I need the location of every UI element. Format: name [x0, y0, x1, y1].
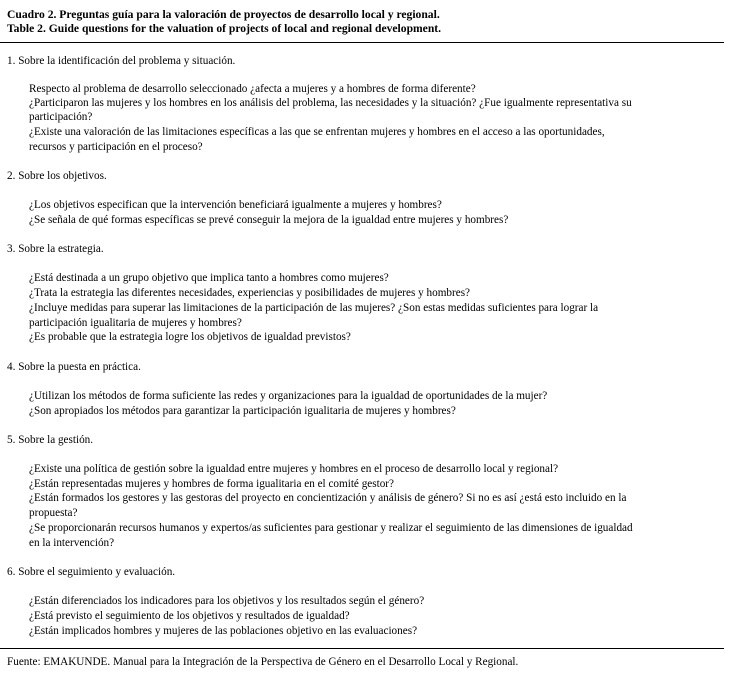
- question-line: ¿Está previsto el seguimiento de los objetivos y resultados de igualdad?: [29, 610, 350, 622]
- question-line: ¿Son apropiados los métodos para garantizar la participación igualitaria de mujeres y hombres?: [29, 405, 456, 417]
- question-line: propuesta?: [29, 507, 78, 519]
- section-heading-6: 6. Sobre el seguimiento y evaluación.: [7, 566, 176, 578]
- question-line: en la intervención?: [29, 537, 115, 549]
- question-line: ¿Los objetivos especifican que la intervención beneficiará igualmente a mujeres y hombres?: [29, 199, 442, 211]
- question-line: ¿Están formados los gestores y las gestoras del proyecto en concientización y análisis de género? Si no es así ¿está esto incluido en la: [29, 492, 627, 504]
- section-heading-4: 4. Sobre la puesta en práctica.: [7, 361, 141, 373]
- question-line: recursos y participación en el proceso?: [29, 141, 203, 153]
- section-heading-2: 2. Sobre los objetivos.: [7, 170, 107, 182]
- question-line: participación?: [29, 111, 93, 123]
- section-heading-3: 3. Sobre la estrategia.: [7, 243, 104, 255]
- question-line: ¿Trata la estrategia las diferentes necesidades, experiencias y posibilidades de mujeres y hombres?: [29, 287, 471, 299]
- question-line: ¿Incluye medidas para superar las limitaciones de la participación de las mujeres? ¿Son estas medidas suficientes para lograr la: [29, 302, 599, 314]
- question-line: ¿Se proporcionarán recursos humanos y expertos/as suficientes para gestionar y realizar el seguimiento de las dimensiones de igualdad: [29, 522, 633, 534]
- question-line: ¿Están diferenciados los indicadores para los objetivos y los resultados según el género?: [29, 595, 425, 607]
- table-caption: [7, 8, 441, 36]
- question-line: ¿Existe una política de gestión sobre la igualdad entre mujeres y hombres en el proceso de desarrollo local y regional?: [29, 463, 559, 475]
- question-line: ¿Se señala de qué formas específicas se prevé conseguir la mejora de la igualdad entre mujeres y hombres?: [29, 214, 509, 226]
- question-line: ¿Está destinada a un grupo objetivo que implica tanto a hombres como mujeres?: [29, 272, 389, 284]
- question-line: participación igualitaria de mujeres y hombres?: [29, 317, 242, 329]
- question-line: ¿Existe una valoración de las limitaciones específicas a las que se enfrentan mujeres y hombres en el acceso a las oportunidades,: [29, 126, 605, 138]
- question-line: ¿Están representadas mujeres y hombres de forma igualitaria en el comité gestor?: [29, 478, 395, 490]
- question-line: ¿Están implicados hombres y mujeres de las poblaciones objetivo en las evaluaciones?: [29, 625, 418, 637]
- section-heading-5: 5. Sobre la gestión.: [7, 434, 94, 446]
- question-line: ¿Es probable que la estrategia logre los objetivos de igualdad previstos?: [29, 331, 351, 343]
- caption-spanish: Cuadro 2. Preguntas guía para la valoración de proyectos de desarrollo local y regional.: [7, 8, 440, 21]
- section-heading-1: 1. Sobre la identificación del problema y situación.: [7, 55, 236, 67]
- caption-english: Table 2. Guide questions for the valuation of projects of local and regional development.: [7, 22, 442, 35]
- source-note: Fuente: EMAKUNDE. Manual para la Integración de la Perspectiva de Género en el Desarrollo Local y Regional.: [7, 656, 519, 668]
- bottom-rule: [0, 648, 724, 649]
- question-line: ¿Participaron las mujeres y los hombres en los análisis del problema, las necesidades y la situación? ¿Fue igualmente representativa su: [29, 97, 632, 109]
- question-line: Respecto al problema de desarrollo seleccionado ¿afecta a mujeres y a hombres de forma diferente?: [29, 83, 476, 95]
- top-rule: [0, 42, 724, 43]
- question-line: ¿Utilizan los métodos de forma suficiente las redes y organizaciones para la igualdad de oportunidades de la mujer?: [29, 390, 548, 402]
